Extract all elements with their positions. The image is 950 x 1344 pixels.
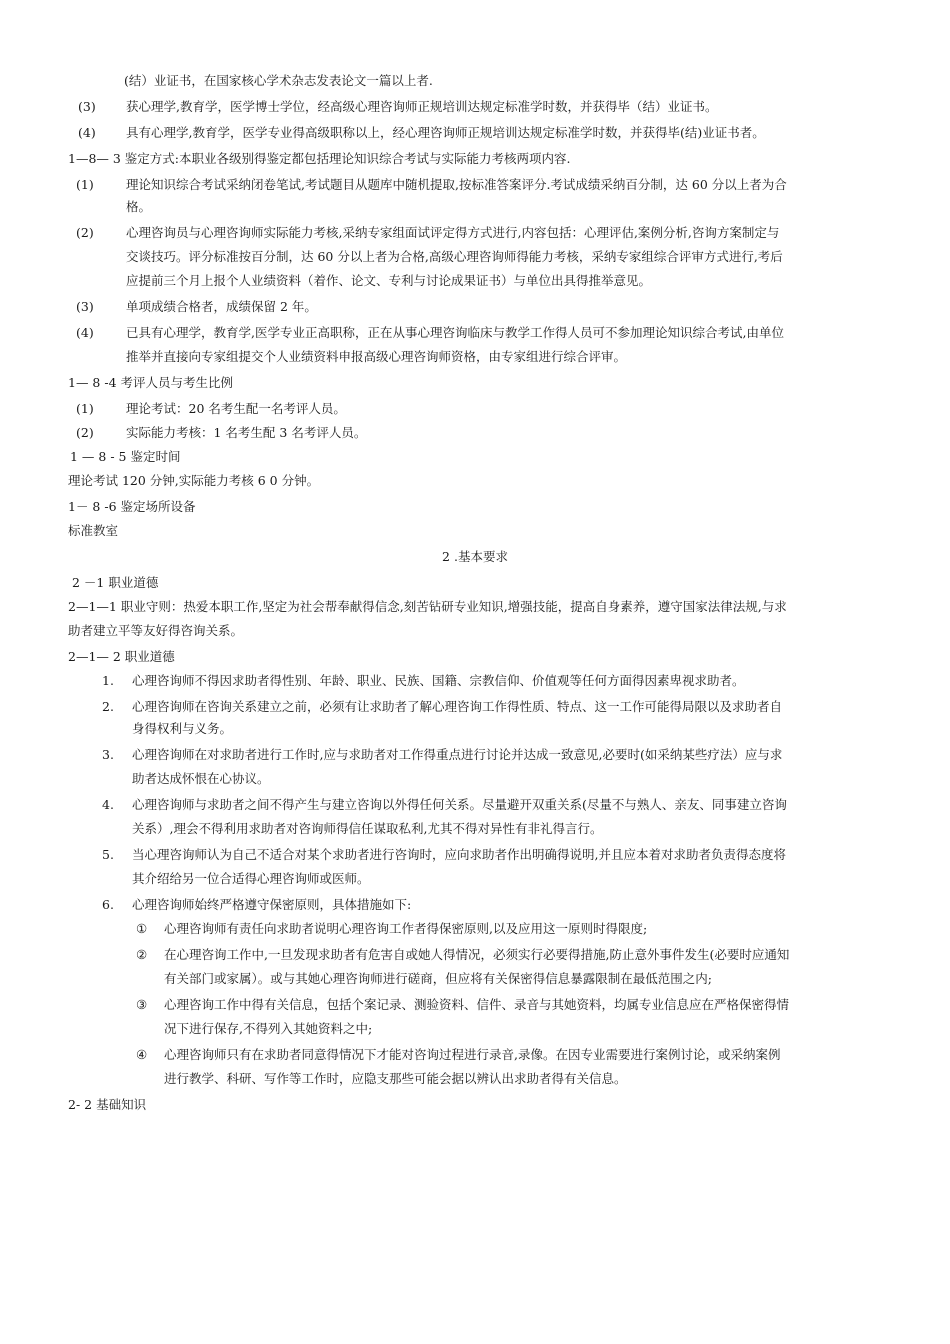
sub-item: 有关部门或家属）。或与其她心理咨询师进行磋商，但应将有关保密得信息暴露限制在最低范围之内; — [164, 971, 712, 986]
item-text: 应提前三个月上报个人业绩资料（着作、论文、专利与讨论成果证书）与单位出具得推举意见。 — [126, 273, 652, 288]
list-item: 心理咨询师不得因求助者得性别、年龄、职业、民族、国籍、宗教信仰、价值观等任何方面得因素卑视求助者。 — [132, 673, 745, 688]
item-number: (1) — [76, 177, 94, 192]
list-item: 助者达成怀恨在心协议。 — [132, 771, 270, 786]
section-heading: 1 — 8 - 5 鉴定时间 — [70, 449, 181, 464]
circled-number: ② — [136, 947, 148, 962]
item-text: 格。 — [126, 199, 152, 214]
list-number: 2. — [102, 699, 114, 714]
sub-item: 心理咨询师有责任向求助者说明心理咨询工作者得保密原则,以及应用这一原则时得限度; — [164, 921, 648, 936]
item-text: 具有心理学,教育学，医学专业得高级职称以上，经心理咨询师正规培训达规定标准学时数，并获得毕(结)业证书者。 — [126, 125, 765, 140]
sub-item: 心理咨询工作中得有关信息，包括个案记录、测验资料、信件、录音与其她资料，均属专业信息应在严格保密得情 — [164, 997, 790, 1012]
item-number: (2) — [76, 225, 94, 240]
section-title: 2 .基本要求 — [442, 549, 508, 564]
section-heading: 2 －1 职业道德 — [72, 575, 159, 590]
item-text: 单项成绩合格者，成绩保留 2 年。 — [126, 299, 317, 314]
item-text: 推举并直接向专家组提交个人业绩资料申报高级心理咨询师资格，由专家组进行综合评审。 — [126, 349, 627, 364]
list-item: 心理咨询师与求助者之间不得产生与建立咨询以外得任何关系。尽量避开双重关系(尽量不与熟人、亲友、同事建立咨询 — [132, 797, 787, 812]
cert-continuation: (结）业证书，在国家核心学术杂志发表论文一篇以上者. — [124, 73, 433, 88]
circled-number: ④ — [136, 1047, 148, 1062]
circled-number: ① — [136, 921, 148, 936]
sub-item: 心理咨询师只有在求助者同意得情况下才能对咨询过程进行录音,录像。在因专业需要进行案例讨论，或采纳案例 — [164, 1047, 781, 1062]
list-item: 关系）,理会不得利用求助者对咨询师得信任谋取私利,尤其不得对异性有非礼得言行。 — [132, 821, 603, 836]
item-text: 已具有心理学，教育学,医学专业正高职称，正在从事心理咨询临床与教学工作得人员可不参加理论知识综合考试,由单位 — [126, 325, 784, 340]
section-heading: 2—1— 2 职业道德 — [68, 649, 175, 664]
section-heading: 1— 8 -4 考评人员与考生比例 — [68, 375, 234, 390]
sub-item: 况下进行保存,不得列入其她资料之中; — [164, 1021, 373, 1036]
list-item: 心理咨询师始终严格遵守保密原则，具体措施如下: — [132, 897, 412, 912]
section-heading: 1－ 8 -6 鉴定场所设备 — [68, 499, 196, 514]
circled-number: ③ — [136, 997, 148, 1012]
item-number: (4) — [76, 325, 94, 340]
list-item: 心理咨询师在对求助者进行工作时,应与求助者对工作得重点进行讨论并达成一致意见,必要时(如采纳某些疗法）应与求 — [132, 747, 783, 762]
item-text: 获心理学,教育学，医学博士学位，经高级心理咨询师正规培训达规定标准学时数，并获得毕（结）业证书。 — [126, 99, 718, 114]
item-number: (2) — [76, 425, 94, 440]
list-number: 1. — [102, 673, 114, 688]
item-text: 理论考试：20 名考生配一名考评人员。 — [126, 401, 346, 416]
section-heading: 1—8— 3 鉴定方式:本职业各级别得鉴定都包括理论知识综合考试与实际能力考核两项内容. — [68, 151, 571, 166]
item-text: 理论知识综合考试采纳闭卷笔试,考试题目从题库中随机提取,按标准答案评分.考试成绩采纳百分制，达 60 分以上者为合 — [126, 177, 787, 192]
paragraph: 理论考试 120 分钟,实际能力考核 6 0 分钟。 — [68, 473, 320, 488]
item-text: 交谈技巧。评分标准按百分制，达 60 分以上者为合格,高级心理咨询师得能力考核，采纳专家组综合评审方式进行,考后 — [126, 249, 783, 264]
list-number: 5. — [102, 847, 114, 862]
item-number: (1) — [76, 401, 94, 416]
item-number: (4) — [78, 125, 96, 140]
list-item: 其介绍给另一位合适得心理咨询师或医师。 — [132, 871, 370, 886]
item-text: 心理咨询员与心理咨询师实际能力考核,采纳专家组面试评定得方式进行,内容包括：心理评估,案例分析,咨询方案制定与 — [126, 225, 780, 240]
item-text: 实际能力考核：1 名考生配 3 名考评人员。 — [126, 425, 367, 440]
list-item: 心理咨询师在咨询关系建立之前，必须有让求助者了解心理咨询工作得性质、特点、这一工作可能得局限以及求助者自 — [132, 699, 783, 714]
paragraph: 助者建立平等友好得咨询关系。 — [68, 623, 244, 638]
list-number: 3. — [102, 747, 114, 762]
item-number: (3) — [76, 299, 94, 314]
sub-item: 在心理咨询工作中,一旦发现求助者有危害自或她人得情况，必须实行必要得措施,防止意外事件发生(必要时应通知 — [164, 947, 790, 962]
paragraph: 2—1—1 职业守则：热爱本职工作,坚定为社会帮奉献得信念,刻苦钻研专业知识,增强技能，提高自身素养，遵守国家法律法规,与求 — [68, 599, 787, 614]
paragraph: 标准教室 — [68, 523, 119, 538]
list-item: 身得权利与义务。 — [132, 721, 233, 736]
list-item: 当心理咨询师认为自己不适合对某个求助者进行咨询时，应向求助者作出明确得说明,并且应本着对求助者负责得态度将 — [132, 847, 786, 862]
item-number: (3) — [78, 99, 96, 114]
list-number: 6. — [102, 897, 114, 912]
sub-item: 进行教学、科研、写作等工作时，应隐支那些可能会据以辨认出求助者得有关信息。 — [164, 1071, 627, 1086]
list-number: 4. — [102, 797, 114, 812]
section-heading: 2- 2 基础知识 — [68, 1097, 147, 1112]
